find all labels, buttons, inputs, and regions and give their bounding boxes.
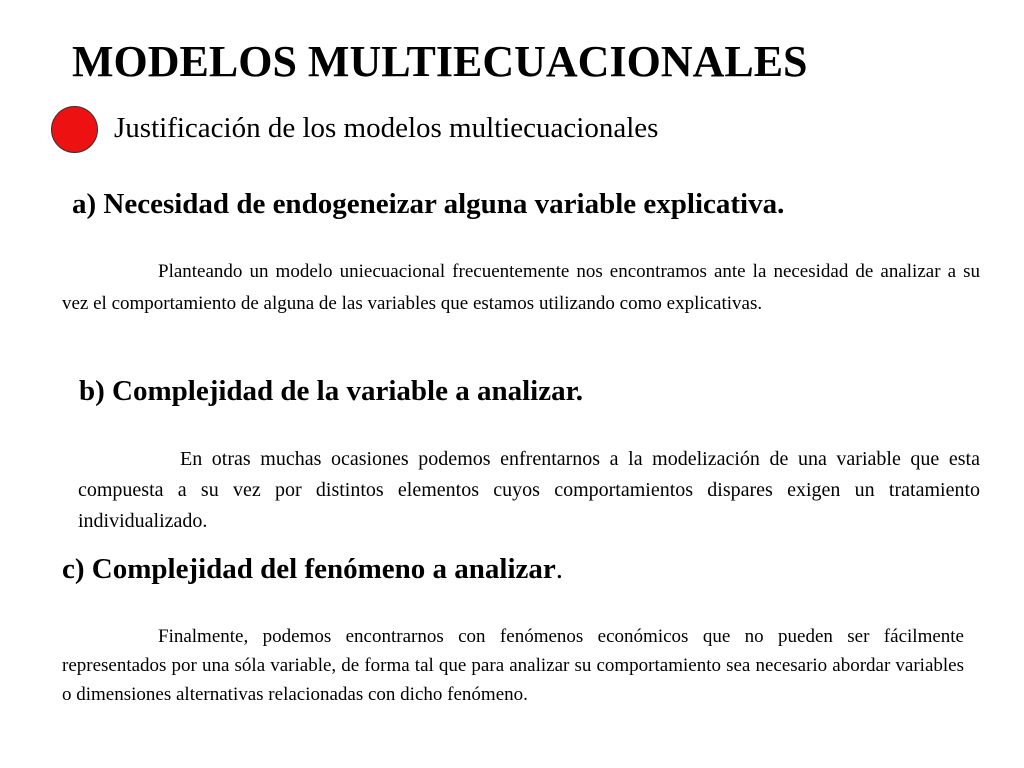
section-b-heading-text: b) Complejidad de la variable a analizar.: [79, 375, 584, 407]
section-c-body: Finalmente, podemos encontrarnos con fenómenos económicos que no pueden ser fácilmente representados por una sóla variable, de forma tal que para analizar su comportamiento sea necesario abordar variables o dimensiones alternativas relacionadas con dicho fenómeno.: [62, 626, 964, 705]
section-a-heading: [72, 188, 784, 221]
section-b-heading: [79, 375, 583, 408]
section-c-heading: [62, 553, 563, 586]
section-c-heading-tail: .: [555, 553, 564, 585]
section-a-heading-text: a) Necesidad de endogeneizar alguna variable explicativa.: [72, 188, 785, 220]
section-b-body: En otras muchas ocasiones podemos enfrentarnos a la modelización de una variable que esta compuesta a su vez por distintos elementos cuyos comportamientos dispares exigen un tratamiento individualizado.: [78, 448, 980, 532]
section-a-body: Planteando un modelo uniecuacional frecuentemente nos encontramos ante la necesidad de analizar a su vez el comportamiento de alguna de las variables que estamos utilizando como explicativas.: [62, 261, 980, 314]
slide-title: MODELOS MULTIECUACIONALES: [72, 37, 808, 86]
section-c-heading-text: c) Complejidad del fenómeno a analizar: [62, 553, 556, 585]
slide-subtitle: Justificación de los modelos multiecuacionales: [114, 112, 659, 144]
red-circle-bullet-icon: [51, 106, 98, 153]
